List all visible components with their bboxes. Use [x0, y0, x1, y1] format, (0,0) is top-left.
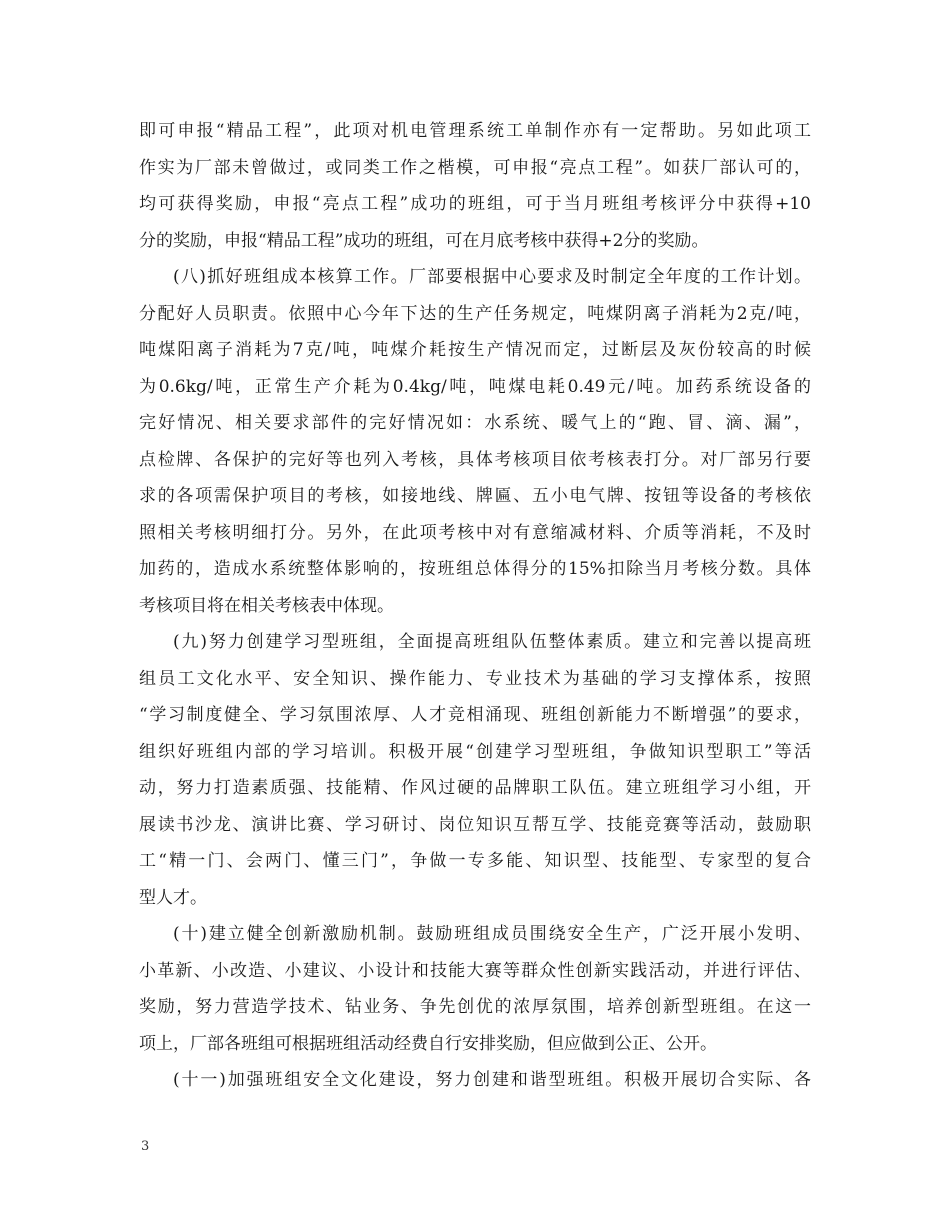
text-line: 型人才。 [139, 887, 207, 908]
text-line: 吨煤阳离子消耗为7克/吨，吨煤介耗按生产情况而定，过断层及灰份较高的时候 [139, 340, 811, 360]
text-line: (九)努力创建学习型班组，全面提高班组队伍整体素质。建立和完善以提高班 [173, 632, 811, 652]
text-line: 加药的，造成水系统整体影响的，按班组总体得分的15%扣除当月考核分数。具体 [139, 559, 811, 579]
text-line: (十)建立健全创新激励机制。鼓励班组成员围绕安全生产，广泛开展小发明、 [173, 924, 811, 944]
text-line: 点检牌、各保护的完好等也列入考核，具体考核项目依考核表打分。对厂部另行要 [139, 449, 811, 470]
text-line: 分配好人员职责。依照中心今年下达的生产任务规定，吨煤阴离子消耗为2克/吨， [139, 303, 811, 324]
text-line: 考核项目将在相关考核表中体现。 [139, 595, 394, 616]
text-line: 求的各项需保护项目的考核，如接地线、牌匾、五小电气牌、按钮等设备的考核依 [139, 486, 811, 506]
page-number: 3 [141, 1139, 150, 1154]
text-line: 照相关考核明细打分。另外，在此项考核中对有意缩减材料、介质等消耗，不及时 [139, 522, 811, 543]
text-line: (八)抓好班组成本核算工作。厂部要根据中心要求及时制定全年度的工作计划。 [173, 267, 811, 287]
text-line: 即可申报“精品工程”，此项对机电管理系统工单制作亦有一定帮助。另如此项工 [139, 121, 811, 141]
text-line: 为0.6kg/吨，正常生产介耗为0.4kg/吨，吨煤电耗0.49元/吨。加药系统设备的 [139, 376, 811, 397]
text-line: 动，努力打造素质强、技能精、作风过硬的品牌职工队伍。建立班组学习小组，开 [139, 778, 811, 798]
text-line: 作实为厂部未曾做过，或同类工作之楷模，可申报“亮点工程”。如获厂部认可的， [139, 157, 811, 178]
text-line: 完好情况、相关要求部件的完好情况如：水系统、暖气上的“跑、冒、滴、漏”， [139, 413, 811, 433]
text-line: 组员工文化水平、安全知识、操作能力、专业技术为基础的学习支撑体系，按照 [139, 668, 811, 689]
body-text [139, 113, 811, 1099]
text-line: 分的奖励，申报“精品工程”成功的班组，可在月底考核中获得+2分的奖励。 [139, 230, 709, 251]
text-line: 工“精一门、会两门、懂三门”，争做一专多能、知识型、技能型、专家型的复合 [139, 851, 811, 871]
text-line: 展读书沙龙、演讲比赛、学习研讨、岗位知识互帮互学、技能竞赛等活动，鼓励职 [139, 814, 811, 835]
text-line: 小革新、小改造、小建议、小设计和技能大赛等群众性创新实践活动，并进行评估、 [139, 960, 811, 981]
text-line: 组织好班组内部的学习培训。积极开展“创建学习型班组，争做知识型职工”等活 [139, 741, 811, 762]
text-line: (十一)加强班组安全文化建设，努力创建和谐型班组。积极开展切合实际、各 [173, 1070, 811, 1090]
text-line: 奖励，努力营造学技术、钻业务、争先创优的浓厚氛围，培养创新型班组。在这一 [139, 997, 811, 1017]
text-line: “学习制度健全、学习氛围浓厚、人才竞相涌现、班组创新能力不断增强”的要求， [139, 705, 811, 725]
text-line: 项上，厂部各班组可根据班组活动经费自行安排奖励，但应做到公正、公开。 [139, 1033, 717, 1054]
text-line: 均可获得奖励，申报“亮点工程”成功的班组，可于当月班组考核评分中获得+10 [139, 194, 811, 214]
